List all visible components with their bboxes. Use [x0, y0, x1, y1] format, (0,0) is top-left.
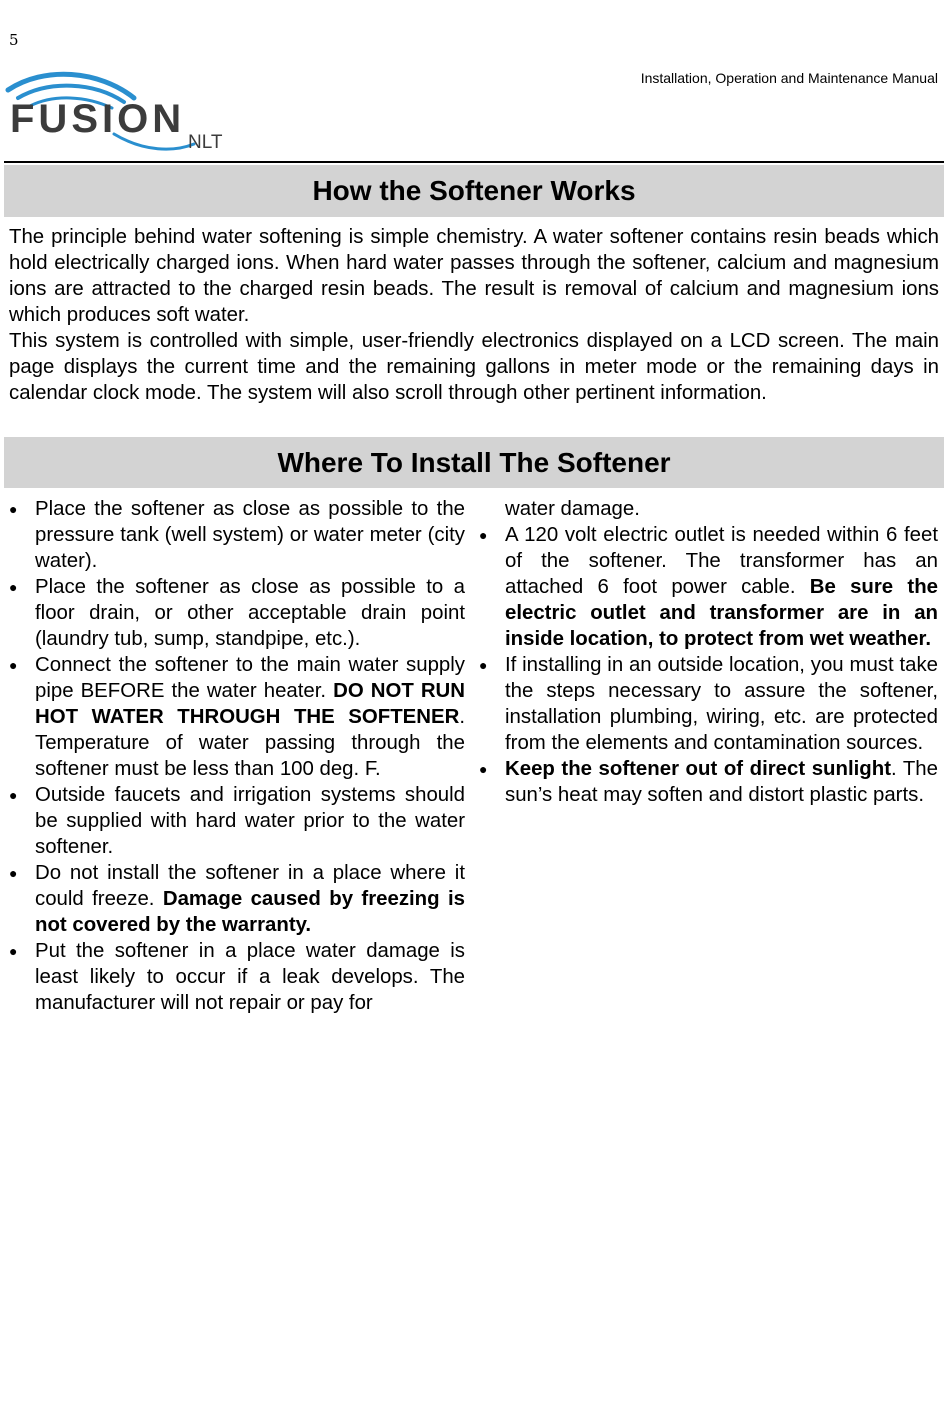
- list-item: ● Keep the softener out of direct sunlight. The sun’s heat may soften and distort plastic parts.: [479, 758, 938, 806]
- install-list-left: [9, 496, 465, 1016]
- list-item: ● Place the softener as close as possible to the pressure tank (well system) or water meter (city water).: [9, 498, 465, 572]
- list-item: ● If installing in an outside location, you must take the steps necessary to assure the softener, installation plumbing, wiring, etc. are protected from the elements and contamination sources.: [479, 654, 938, 754]
- bullet-icon: ●: [9, 657, 18, 673]
- bullet-icon: ●: [9, 865, 18, 881]
- bullet-icon: ●: [479, 657, 488, 673]
- bullet-icon: ●: [9, 501, 18, 517]
- svg-text:NLT: NLT: [188, 132, 223, 153]
- list-item: ● Do not install the softener in a place where it could freeze. Damage caused by freezing is not covered by the warranty.: [9, 862, 465, 936]
- intro-text: [9, 224, 939, 406]
- bullet-icon: ●: [9, 787, 18, 803]
- list-item: ● Connect the softener to the main water supply pipe BEFORE the water heater. DO NOT RUN HOT WATER THROUGH THE SOFTENER. Temperature of water passing through the softener must be less than 100 deg. F.: [9, 654, 465, 780]
- intro-paragraph: The principle behind water softening is simple chemistry. A water softener contains resin beads which hold electrically charged ions. When hard water passes through the softener, calcium and magnesium ions are attracted to the charged resin beads. The result is removal of calcium and magnesium ions which produces soft water.: [9, 226, 939, 326]
- bullet-icon: ●: [479, 761, 488, 777]
- bullet-icon: ●: [479, 527, 488, 543]
- list-item: ● Place the softener as close as possible to a floor drain, or other acceptable drain point (laundry tub, sump, standpipe, etc.).: [9, 576, 465, 650]
- list-item: ● A 120 volt electric outlet is needed within 6 feet of the softener. The transformer has an attached 6 foot power cable. Be sure the electric outlet and transformer are in an inside location, to protect from wet weather.: [479, 524, 938, 650]
- install-list-right: [479, 496, 938, 808]
- bullet-icon: ●: [9, 943, 18, 959]
- list-item: ● Put the softener in a place water damage is least likely to occur if a leak develops. The manufacturer will not repair or pay for: [9, 940, 465, 1014]
- bullet-icon: ●: [9, 579, 18, 595]
- svg-text:FUSION: FUSION: [10, 97, 186, 141]
- list-item-continuation: water damage.: [505, 498, 640, 520]
- section-title-how-softener-works: How the Softener Works: [4, 165, 944, 217]
- intro-paragraph: This system is controlled with simple, user-friendly electronics displayed on a LCD screen. The main page displays the current time and the remaining gallons in meter mode or the remaining days in calendar clock mode. The system will also scroll through other pertinent information.: [9, 330, 939, 404]
- section-title-where-to-install: Where To Install The Softener: [4, 437, 944, 488]
- manual-title: Installation, Operation and Maintenance Manual: [640, 70, 938, 86]
- header-rule: [4, 161, 944, 163]
- page-number: 5: [9, 31, 19, 49]
- fusion-nlt-logo: [4, 68, 240, 160]
- list-item: ● Outside faucets and irrigation systems should be supplied with hard water prior to the water softener.: [9, 784, 465, 858]
